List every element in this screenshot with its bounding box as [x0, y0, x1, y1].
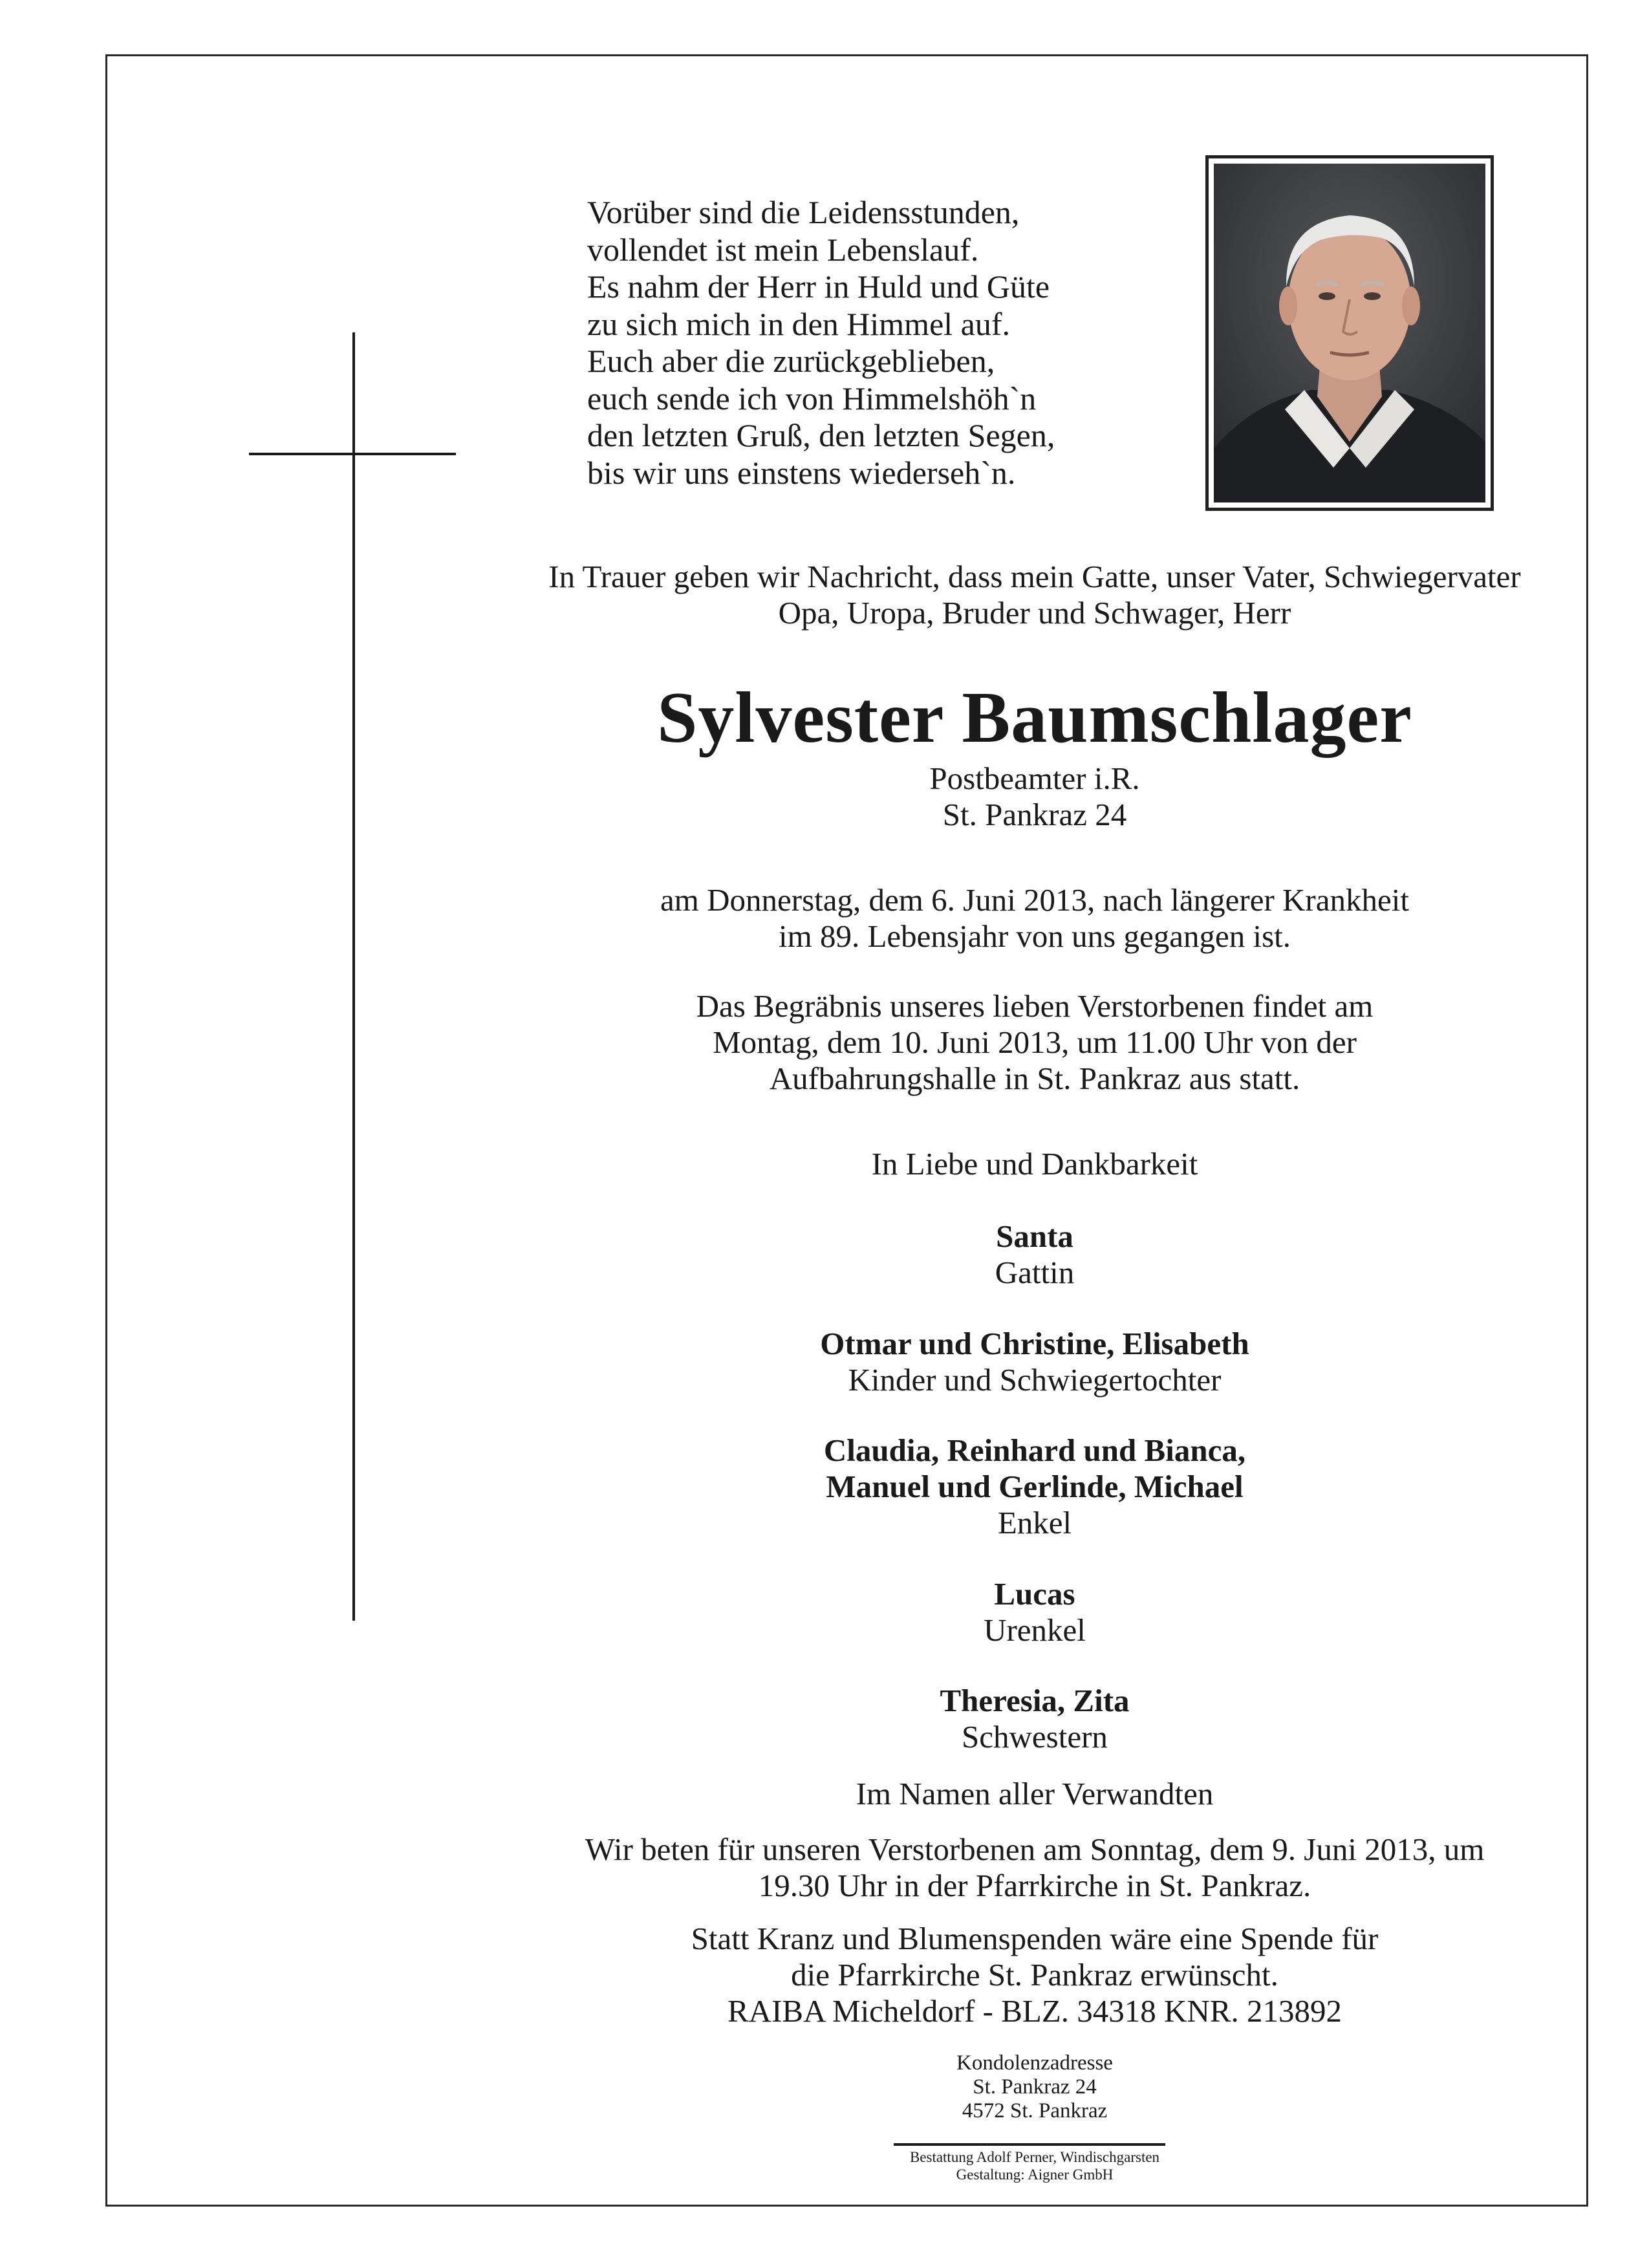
- mourner-relation: Schwestern: [962, 1719, 1108, 1755]
- relatives-line: Im Namen aller Verwandten: [856, 1776, 1214, 1811]
- mourner-relation: Kinder und Schwiegertochter: [848, 1362, 1222, 1398]
- prayer-info: Wir beten für unseren Verstorbenen am Sonntag, dem 9. Juni 2013, um 19.30 Uhr in der Pfarrkirche in St. Pankraz.: [585, 1831, 1485, 1903]
- mourner-group: [453, 1218, 1617, 1291]
- mourner-group: [453, 1432, 1617, 1541]
- footer-credits: [453, 2148, 1617, 2183]
- memorial-poem: Vorüber sind die Leidensstunden, vollendet ist mein Lebenslauf. Es nahm der Herr in Huld und Güte zu sich mich in den Himmel auf. Euch aber die zurückgeblieben, euch sende ich von Himmelshöh`n den letzten Gruß, den letzten Segen, bis wir uns einstens wiederseh`n.: [587, 194, 1055, 491]
- funeral-home-credit: Bestattung Adolf Perner, Windischgarsten: [909, 2149, 1160, 2165]
- condolence-address: Kondolenzadresse St. Pankraz 24 4572 St. Pankraz: [956, 2051, 1113, 2122]
- deceased-address: St. Pankraz 24: [942, 797, 1127, 832]
- mourner-relation: Urenkel: [984, 1612, 1086, 1648]
- footer-divider: [894, 2143, 1165, 2146]
- intro-text: In Trauer geben wir Nachricht, dass mein Gatte, unser Vater, Schwiegervater Opa, Uropa, Bruder und Schwager, Herr: [548, 559, 1521, 631]
- mourner-names: Manuel und Gerlinde, Michael: [826, 1469, 1244, 1504]
- deceased-details: [453, 761, 1617, 833]
- deceased-name: Sylvester Baumschlager: [657, 678, 1412, 758]
- mourner-names: Claudia, Reinhard und Bianca,: [823, 1432, 1246, 1468]
- mourner-group: [453, 1683, 1617, 1755]
- donation-info: Statt Kranz und Blumenspenden wäre eine Spende für die Pfarrkirche St. Pankraz erwünscht. RAIBA Micheldorf - BLZ. 34318 KNR. 213892: [691, 1921, 1379, 2029]
- portrait-photo: [1205, 155, 1494, 511]
- mourner-names: Otmar und Christine, Elisabeth: [820, 1326, 1249, 1361]
- cross-symbol-horizontal: [249, 453, 456, 455]
- mourner-relation: Enkel: [997, 1505, 1072, 1540]
- design-credit: Gestaltung: Aigner GmbH: [956, 2166, 1114, 2183]
- mourner-relation: Gattin: [995, 1255, 1075, 1290]
- mourner-group: [453, 1576, 1617, 1648]
- mourner-group: [453, 1326, 1617, 1398]
- mourner-names: Lucas: [994, 1576, 1075, 1612]
- death-notice: am Donnerstag, dem 6. Juni 2013, nach längerer Krankheit im 89. Lebensjahr von uns gegangen ist.: [660, 882, 1409, 954]
- deceased-profession: Postbeamter i.R.: [929, 761, 1140, 796]
- cross-symbol-vertical: [352, 332, 355, 1621]
- mourner-names: Theresia, Zita: [940, 1683, 1130, 1718]
- funeral-info: Das Begräbnis unseres lieben Verstorbenen findet am Montag, dem 10. Juni 2013, um 11.00 Uhr von der Aufbahrungshalle in St. Pankraz aus statt.: [696, 988, 1374, 1096]
- mourner-names: Santa: [996, 1218, 1073, 1254]
- love-line: In Liebe und Dankbarkeit: [871, 1146, 1198, 1182]
